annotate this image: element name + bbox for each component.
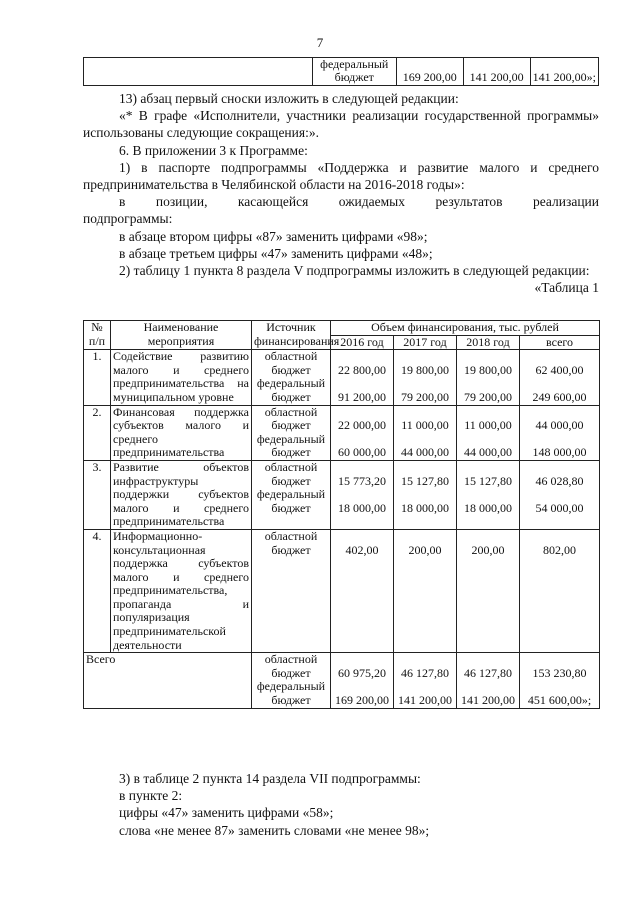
measure-name: Финансовая поддержка субъектов малого и среднего предпринимательства <box>111 405 252 460</box>
value-2016: 15 773,20 18 000,00 <box>331 460 394 529</box>
table-header-row <box>84 321 600 336</box>
paragraph-6: 6. В приложении 3 к Программе: <box>119 142 308 158</box>
value-total: 46 028,80 54 000,00 <box>520 460 600 529</box>
value-total: 153 230,80 451 600,00»; <box>520 653 600 708</box>
value-2018: 141 200,00»; <box>530 58 598 86</box>
value-2018: 11 000,00 44 000,00 <box>457 405 520 460</box>
value-2016: 60 975,20 169 200,00 <box>331 653 394 708</box>
continuation-table <box>83 57 599 86</box>
paragraph-position-line1: в позиции, касающейся ожидаемых результатов реализации <box>119 194 599 210</box>
table-row <box>84 58 599 86</box>
measure-name: Развитие объектов инфраструктуры поддержки субъектов малого и среднего предпринимательства <box>111 460 252 529</box>
header-2018: 2018 год <box>457 335 520 350</box>
paragraph-abzac-3: в абзаце третьем цифры «47» заменить цифрами «48»; <box>119 245 433 261</box>
empty-cell <box>84 58 313 86</box>
paragraph-6-1: 1) в паспорте подпрограммы «Поддержка и развитие малого и среднего предпринимательства в Челябинской области на 2016-2018 годы»: <box>83 159 599 193</box>
page-number: 7 <box>316 35 324 50</box>
header-source: Источник финансирования <box>252 321 331 350</box>
value-2017: 11 000,00 44 000,00 <box>394 405 457 460</box>
value-2016: 169 200,00 <box>396 58 463 86</box>
value-2016: 402,00 <box>331 529 394 652</box>
value-2018: 46 127,80 141 200,00 <box>457 653 520 708</box>
row-number: 3. <box>84 460 111 529</box>
header-volume: Объем финансирования, тыс. рублей <box>331 321 600 336</box>
value-2017: 15 127,80 18 000,00 <box>394 460 457 529</box>
value-2017: 19 800,00 79 200,00 <box>394 350 457 405</box>
paragraph-abzac-2: в абзаце втором цифры «87» заменить цифрами «98»; <box>119 228 428 244</box>
paragraph-13: 13) абзац первый сноски изложить в следующей редакции: <box>119 91 459 106</box>
paragraph-2: 2) таблицу 1 пункта 8 раздела V подпрограммы изложить в следующей редакции: <box>119 263 590 279</box>
value-total: 62 400,00 249 600,00 <box>520 350 600 405</box>
header-total: всего <box>520 335 600 350</box>
row-number: 1. <box>84 350 111 405</box>
bottom-text <box>83 770 599 839</box>
amendments-text <box>83 90 599 296</box>
source-cell: областной бюджет федеральный бюджет <box>252 460 331 529</box>
value-2016: 22 000,00 60 000,00 <box>331 405 394 460</box>
paragraph-words-87: слова «не менее 87» заменить словами «не менее 98»; <box>119 822 430 838</box>
measure-name: Содействие развитию малого и среднего предпринимательства на муниципальном уровне <box>111 350 252 405</box>
header-2016: 2016 год <box>331 335 394 350</box>
paragraph-3: 3) в таблице 2 пункта 14 раздела VII подпрограммы: <box>119 771 421 786</box>
source-cell: областной бюджет федеральный бюджет <box>252 405 331 460</box>
row-number: 2. <box>84 405 111 460</box>
paragraph-point-2: в пункте 2: <box>119 788 183 804</box>
paragraph-13-quote: «* В графе «Исполнители, участники реализации государственной программы» использованы следующие сокращения:». <box>83 108 599 141</box>
paragraph-position-line2: подпрограммы: <box>83 211 173 227</box>
value-total: 802,00 <box>520 529 600 652</box>
source-cell: областной бюджет <box>252 529 331 652</box>
source-cell: федеральный бюджет <box>312 58 396 86</box>
source-cell: областной бюджет федеральный бюджет <box>252 350 331 405</box>
table-row <box>84 529 600 652</box>
table-row <box>84 350 600 405</box>
table-row <box>84 460 600 529</box>
value-2018: 200,00 <box>457 529 520 652</box>
total-label: Всего <box>84 653 252 708</box>
value-total: 44 000,00 148 000,00 <box>520 405 600 460</box>
header-2017: 2017 год <box>394 335 457 350</box>
value-2017: 141 200,00 <box>463 58 530 86</box>
measure-name: Информационно-консультационная поддержка субъектов малого и среднего предпринимательства, пропаганда и популяризация предпринимательской деятельности <box>111 529 252 652</box>
value-2017: 46 127,80 141 200,00 <box>394 653 457 708</box>
value-2017: 200,00 <box>394 529 457 652</box>
paragraph-digits-47: цифры «47» заменить цифрами «58»; <box>119 805 334 821</box>
value-2018: 15 127,80 18 000,00 <box>457 460 520 529</box>
table-total-row <box>84 653 600 708</box>
table-caption: «Таблица 1 <box>534 280 599 296</box>
row-number: 4. <box>84 529 111 652</box>
source-cell: областной бюджет федеральный бюджет <box>252 653 331 708</box>
header-no: № п/п <box>84 321 111 350</box>
table-row <box>84 405 600 460</box>
value-2018: 19 800,00 79 200,00 <box>457 350 520 405</box>
header-name: Наименование мероприятия <box>111 321 252 350</box>
financing-table <box>83 320 600 709</box>
value-2016: 22 800,00 91 200,00 <box>331 350 394 405</box>
